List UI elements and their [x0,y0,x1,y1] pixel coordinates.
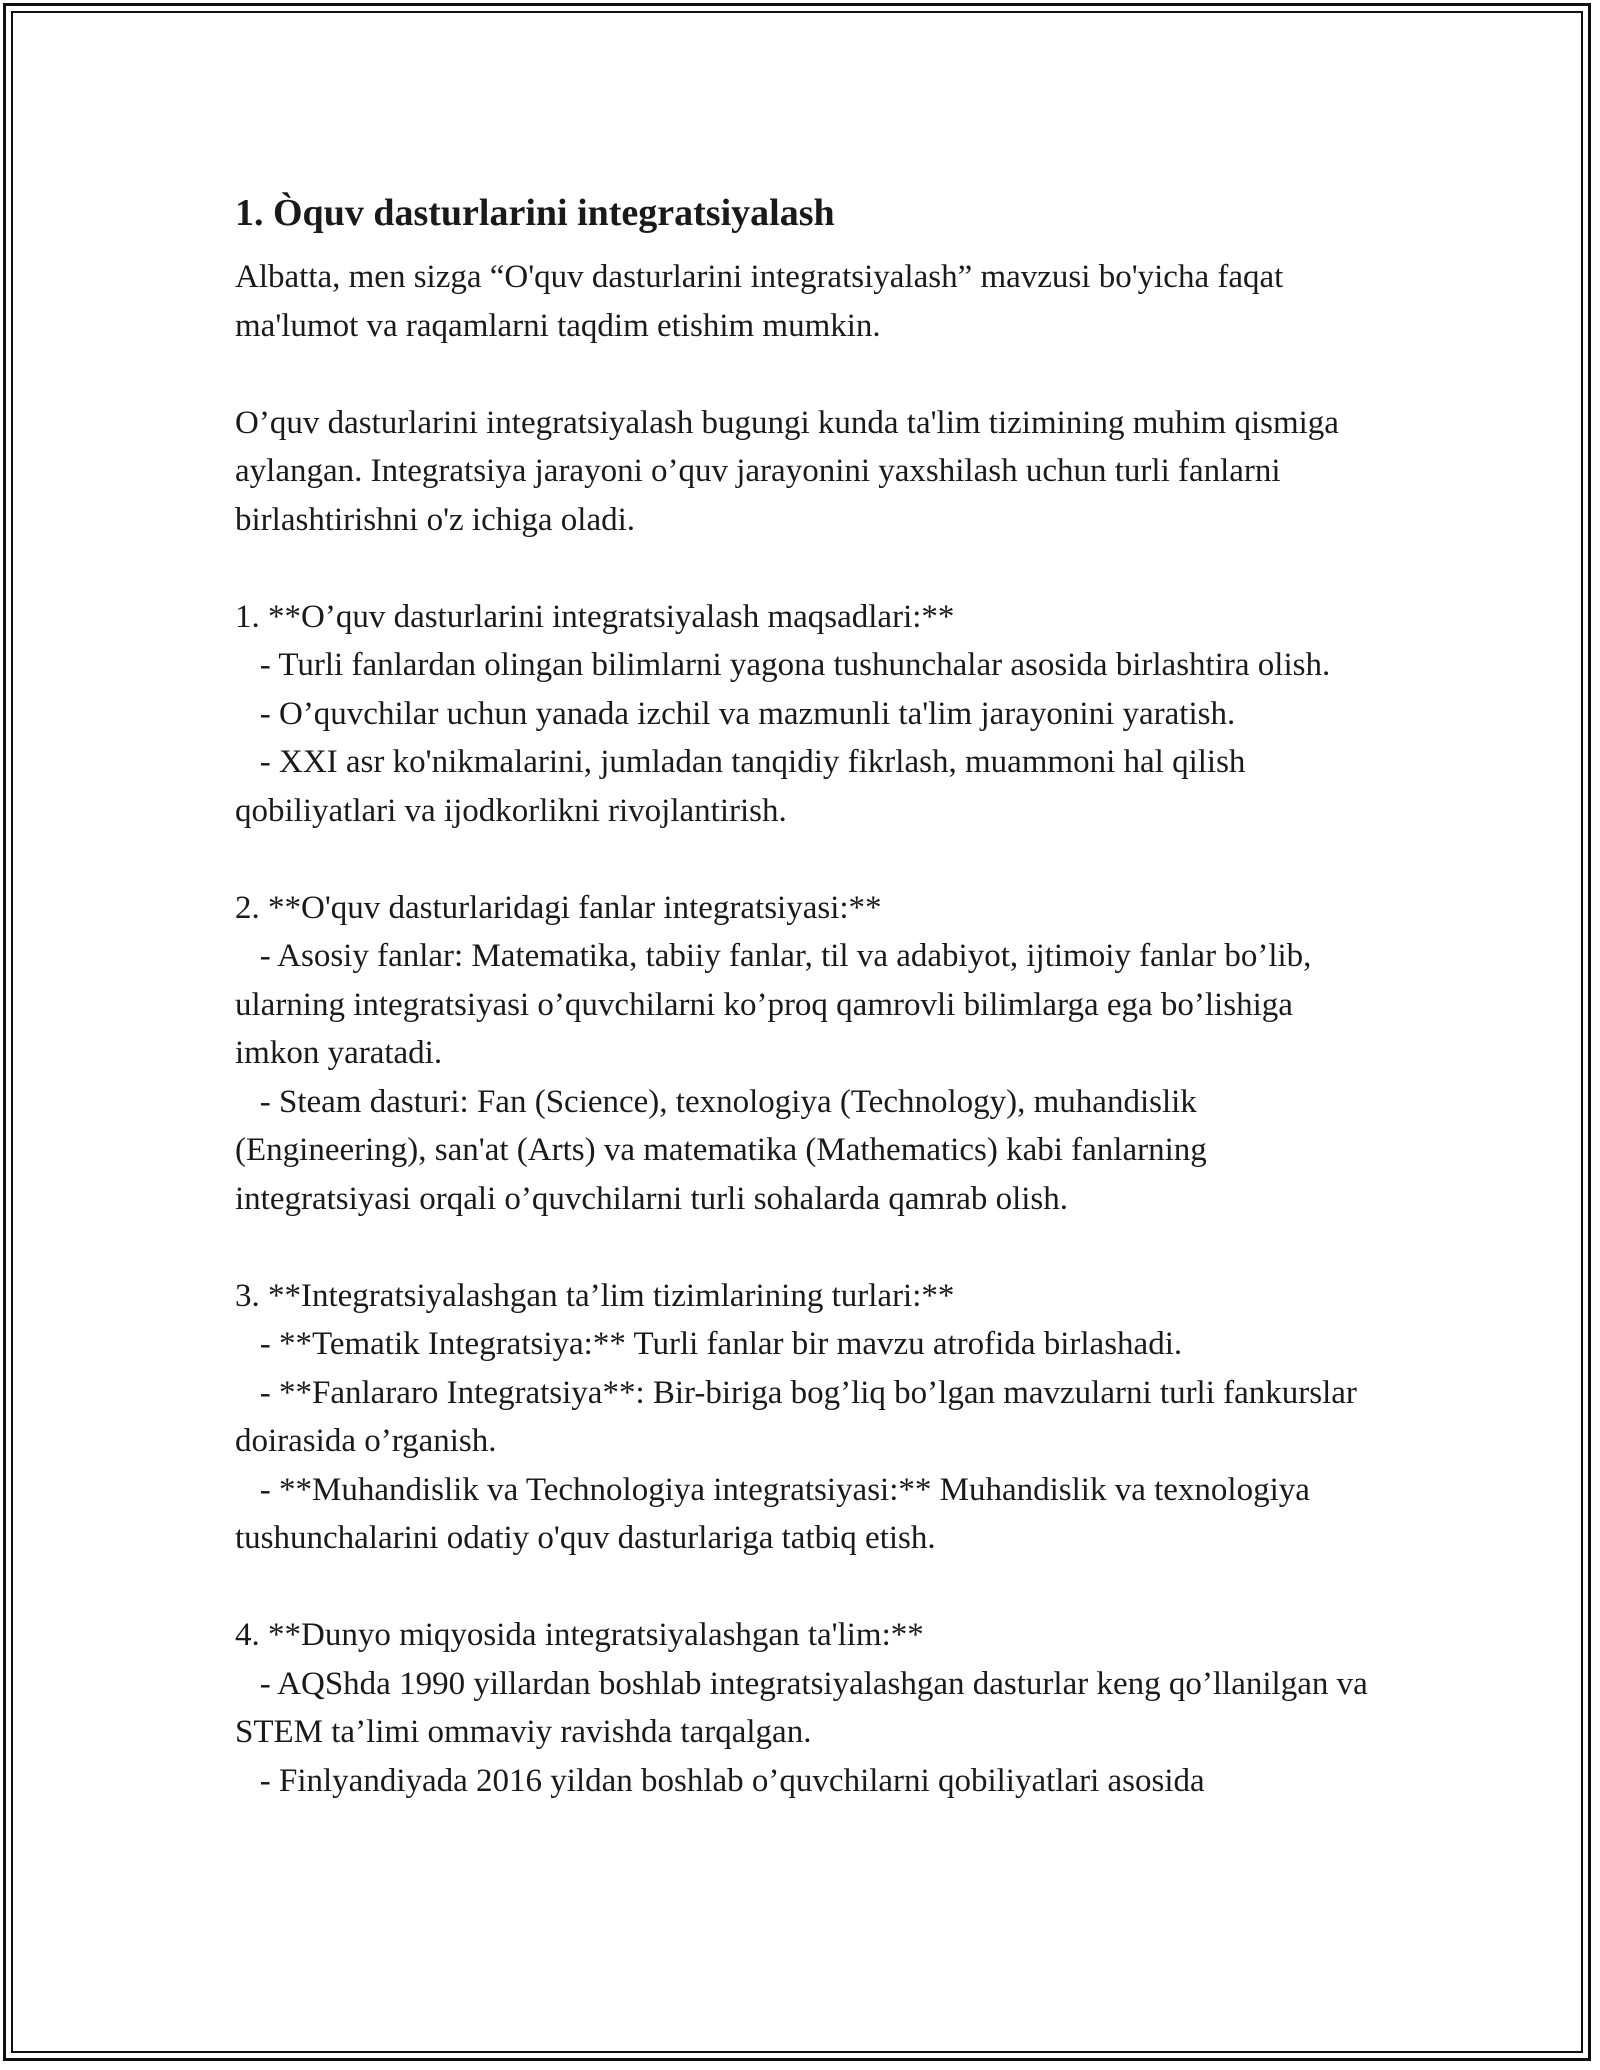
list-item: - Steam dasturi: Fan (Science), texnologiya (Technology), muhandislik (Engineering), san'at (Arts) va matematika (Mathematics) kabi fanlarning integratsiyasi orqali o’quvchilarni turli sohalarda qamrab olish. [235,1083,1215,1217]
paragraph-spacer [235,1223,1385,1272]
paragraph-spacer [235,544,1385,593]
paragraph-spacer [235,350,1385,399]
list-item: - AQShda 1990 yillardan boshlab integratsiyalashgan dasturlar keng qo’llanilgan va STEM ta’limi ommaviy ravishda tarqalgan. [235,1665,1376,1750]
section-heading-1: 1. **O’quv dasturlarini integratsiyalash maqsadlari:** [235,598,955,635]
intro-paragraph-1: Albatta, men sizga “O'quv dasturlarini integratsiyalash” mavzusi bo'yicha faqat ma'lumot va raqamlarni taqdim etishim mumkin. [235,259,1284,344]
list-item: - Turli fanlardan olingan bilimlarni yagona tushunchalar asosida birlashtira olish. [235,647,1331,683]
list-item: - **Fanlararo Integratsiya**: Bir-biriga bog’liq bo’lgan mavzularni turli fankurslar doirasida o’rganish. [235,1374,1366,1459]
list-item: - XXI asr ko'nikmalarini, jumladan tanqidiy fikrlash, muammoni hal qilish qobiliyatlari va ijodkorlikni rivojlantirish. [235,744,1254,829]
paragraph-spacer [235,835,1385,884]
list-item: - O’quvchilar uchun yanada izchil va mazmunli ta'lim jarayonini yaratish. [235,695,1236,732]
list-item: - **Tematik Integratsiya:** Turli fanlar bir mavzu atrofida birlashadi. [235,1326,1183,1362]
list-item: - Asosiy fanlar: Matematika, tabiiy fanlar, til va adabiyot, ijtimoiy fanlar bo’lib, ularning integratsiyasi o’quvchilarni ko’proq qamrovli bilimlarga ega bo’lishiga imkon yaratadi. [235,938,1320,1071]
list-item: - **Muhandislik va Technologiya integratsiyasi:** Muhandislik va texnologiya tushunchalarini odatiy o'quv dasturlariga tatbiq etish. [235,1471,1319,1556]
paragraph-spacer [235,1563,1385,1612]
section-heading-4: 4. **Dunyo miqyosida integratsiyalashgan ta'lim:** [235,1617,924,1653]
intro-paragraph-2: O’quv dasturlarini integratsiyalash bugungi kunda ta'lim tizimining muhim qismiga aylangan. Integratsiya jarayoni o’quv jarayonini yaxshilash uchun turli fanlarni birlashtirishni o'z ichiga oladi. [235,404,1339,538]
section-heading-2: 2. **O'quv dasturlaridagi fanlar integratsiyasi:** [235,889,882,926]
list-item: - Finlyandiyada 2016 yildan boshlab o’quvchilarni qobiliyatlari asosida [235,1762,1205,1799]
document-body [235,185,1385,1805]
document-title: 1. Òquv dasturlarini integratsiyalash [235,192,835,234]
section-heading-3: 3. **Integratsiyalashgan ta’lim tizimlarining turlari:** [235,1277,955,1314]
